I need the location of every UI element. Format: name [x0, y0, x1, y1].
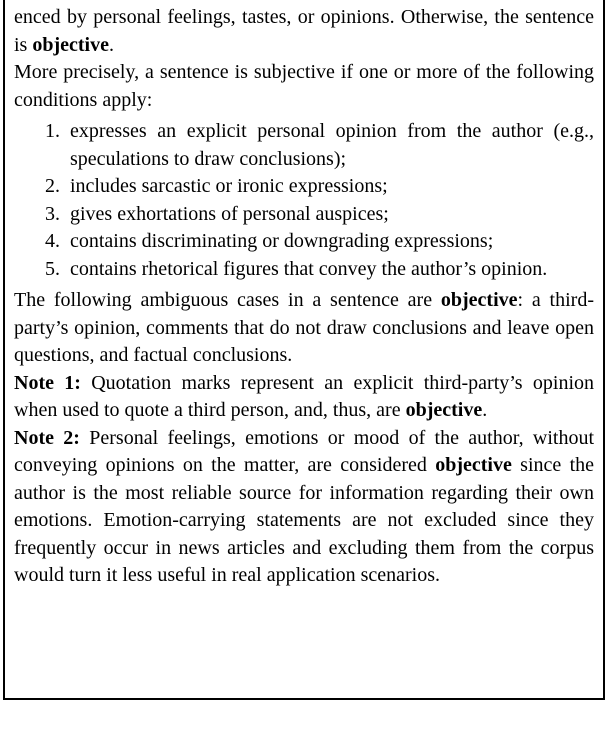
bold-objective: objective: [32, 33, 109, 56]
condition-number: 3.: [45, 202, 60, 225]
bold-objective: objective: [405, 399, 483, 421]
condition-item-2: [14, 173, 594, 201]
condition-text: contains discriminating or downgrading expressions;: [70, 230, 494, 252]
condition-text: gives exhortations of personal auspices;: [70, 202, 389, 225]
condition-number: 1.: [45, 120, 60, 142]
paragraph-ambiguous-cases: [14, 287, 594, 370]
condition-text: contains rhetorical figures that convey the author’s opinion.: [70, 257, 548, 280]
condition-number: 4.: [45, 230, 60, 252]
text-run: .: [482, 399, 488, 421]
bold-objective: objective: [435, 454, 512, 476]
paragraph-note-2: [14, 425, 594, 590]
note-2-label: Note 2:: [14, 426, 80, 449]
text-run: The following ambiguous cases in a sentence are: [14, 289, 441, 311]
text-run: Quotation marks represent an explicit third-party’s opinion when used to quote a third person, and, thus, are: [14, 371, 594, 421]
note-1-label: Note 1:: [14, 371, 81, 394]
bold-objective: objective: [440, 289, 518, 311]
condition-item-4: [14, 228, 594, 256]
text-run: : a third-party’s opinion, comments that do not draw conclusions and leave open questions, and factual conclusions.: [14, 289, 594, 366]
text-run: enced by personal feelings, tastes, or opinions. Otherwise, the sentence is: [14, 6, 594, 56]
paragraph-conditions-intro: More precisely, a sentence is subjective if one or more of the following conditions apply:: [14, 61, 594, 111]
condition-text: expresses an explicit personal opinion from the author (e.g., speculations to draw conclusions);: [70, 120, 594, 170]
conditions-list: [14, 118, 594, 283]
annotation-guidelines-box: [3, 0, 605, 700]
text-run: since the author is the most reliable source for information regarding their own emotions. Emotion-carrying statements are not excluded since they frequently occur in news articles and excluding them from the corpus would turn it less useful in real application scenarios.: [14, 454, 595, 586]
condition-text: includes sarcastic or ironic expressions;: [70, 175, 388, 197]
condition-item-1: [14, 118, 594, 173]
paragraph-subjective-definition: [14, 4, 594, 59]
text-run: Personal feelings, emotions or mood of the author, without conveying opinions on the matter, are considered: [14, 426, 594, 476]
paragraph-note-1: [14, 370, 594, 425]
condition-item-3: [14, 201, 594, 229]
text-run: .: [108, 33, 114, 56]
condition-number: 5.: [45, 257, 60, 280]
condition-item-5: [14, 256, 594, 284]
condition-number: 2.: [45, 175, 60, 197]
